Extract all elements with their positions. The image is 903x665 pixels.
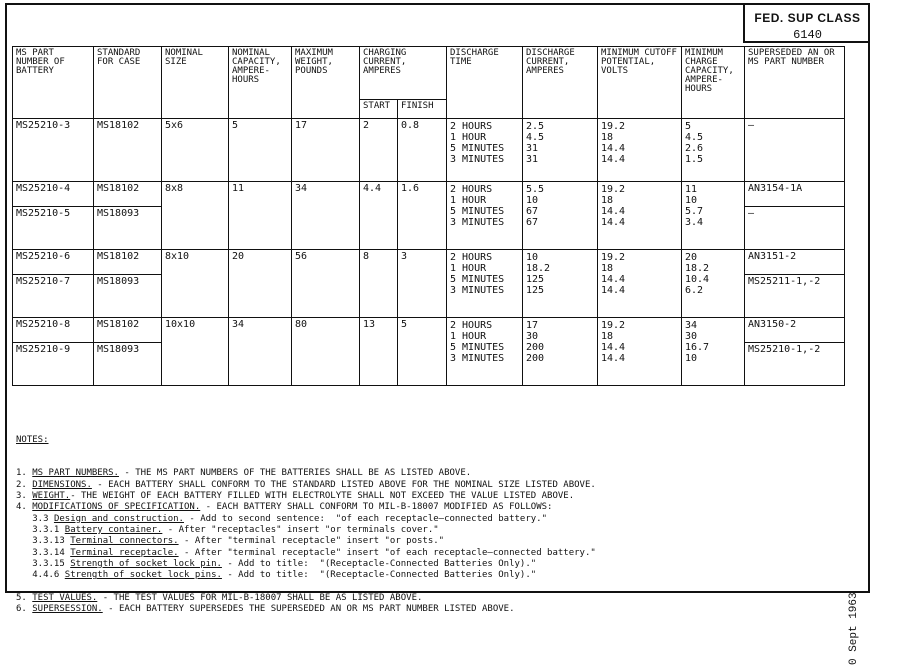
nominal-capacity-cell: 34 — [229, 318, 292, 386]
note-heading: MS PART NUMBERS. — [32, 468, 119, 479]
cell-value: 2 HOURS — [450, 184, 493, 195]
max-weight-cell: 34 — [292, 182, 360, 250]
note-text: - THE TEST VALUES FOR MIL-B-18007 SHALL BE AS LISTED ABOVE. — [97, 592, 423, 603]
note-text: - THE WEIGHT OF EACH BATTERY FILLED WITH ELECTROLYTE SHALL NOT EXCEED THE VALUE LISTED ABOVE. — [70, 491, 575, 502]
cell-value: 34 — [685, 320, 698, 331]
header-superseded: SUPERSEDED AN OR MS PART NUMBER — [745, 47, 845, 119]
discharge-current-cell — [523, 119, 598, 182]
max-weight-cell: 56 — [292, 250, 360, 318]
cell-value: 19.2 — [601, 320, 626, 331]
cell-value: 14.4 — [601, 285, 626, 296]
cell-value: 18 — [601, 132, 614, 143]
ms-part-cell: MS25210-9 — [13, 343, 94, 386]
note-line — [16, 570, 596, 581]
cell-value: 11 — [685, 184, 698, 195]
charge-start-cell: 2 — [360, 119, 398, 182]
standard-cell: MS18102 — [94, 318, 162, 343]
fed-supply-class-label: FED. SUP CLASS — [754, 11, 861, 25]
cell-value: 14.4 — [601, 206, 626, 217]
min-cutoff-cell — [598, 119, 682, 182]
cell-value: 30 — [685, 331, 698, 342]
note-number: 4.4.6 — [16, 570, 60, 581]
superseded-cell: AN3151-2 — [745, 250, 845, 275]
cell-value: 3 MINUTES — [450, 353, 505, 364]
table-row — [13, 318, 845, 343]
cell-value: 1.5 — [685, 154, 704, 165]
battery-spec-table — [12, 46, 845, 386]
charge-finish-cell: 1.6 — [398, 182, 447, 250]
nominal-size-cell: 5x6 — [162, 119, 229, 182]
cell-value: 14.4 — [601, 353, 626, 364]
superseded-cell: — — [745, 207, 845, 250]
charge-start-cell: 4.4 — [360, 182, 398, 250]
note-number: 3.3.1 — [16, 524, 60, 535]
cell-value: 5.7 — [685, 206, 704, 217]
note-text: - Add to second sentence: "of each receptacle—connected battery." — [183, 513, 548, 524]
notes-title: NOTES: — [16, 434, 49, 445]
cell-value: 14.4 — [601, 143, 626, 154]
standard-cell: MS18093 — [94, 343, 162, 386]
cell-value: 14.4 — [601, 154, 626, 165]
cell-value: 14.4 — [601, 217, 626, 228]
cell-value: 31 — [526, 143, 539, 154]
min-charge-cell — [682, 182, 745, 250]
note-text: - EACH BATTERY SHALL CONFORM TO MIL-B-18007 MODIFIED AS FOLLOWS: — [200, 502, 553, 513]
cell-value: 17 — [526, 320, 539, 331]
ms-part-cell: MS25210-8 — [13, 318, 94, 343]
note-line — [16, 604, 596, 615]
header-discharge-current: DISCHARGE CURRENT, AMPERES — [523, 47, 598, 119]
note-line — [16, 491, 596, 502]
cell-value: 18.2 — [685, 263, 710, 274]
note-line — [16, 480, 596, 491]
cell-value: 14.4 — [601, 342, 626, 353]
note-number: 4. — [16, 502, 27, 513]
discharge-time-cell — [447, 119, 523, 182]
note-heading: Terminal receptacle. — [70, 547, 179, 558]
cell-value: 16.7 — [685, 342, 710, 353]
note-heading: MODIFICATIONS OF SPECIFICATION. — [32, 502, 201, 513]
superseded-cell: AN3154-1A — [745, 182, 845, 207]
note-number: 2. — [16, 479, 27, 490]
header-min-cutoff: MINIMUM CUTOFF POTENTIAL, VOLTS — [598, 47, 682, 119]
cell-value: 20 — [685, 252, 698, 263]
superseded-cell: MS25211-1,-2 — [745, 275, 845, 318]
cell-value: 19.2 — [601, 121, 626, 132]
cell-value: 67 — [526, 206, 539, 217]
cell-value: 5 MINUTES — [450, 143, 505, 154]
fed-supply-class-code: 6140 — [793, 28, 822, 42]
nominal-capacity-cell: 5 — [229, 119, 292, 182]
note-number: 3.3.13 — [16, 536, 65, 547]
note-line — [16, 525, 596, 536]
min-charge-cell — [682, 250, 745, 318]
note-text: - After "terminal receptacle" insert "or posts." — [178, 536, 445, 547]
cell-value: 5 MINUTES — [450, 274, 505, 285]
note-text: - After "receptacles" insert "or terminals cover." — [162, 524, 439, 535]
note-number: 3.3.15 — [16, 558, 65, 569]
cell-value: 10.4 — [685, 274, 710, 285]
note-line — [16, 559, 596, 570]
ms-part-cell: MS25210-4 — [13, 182, 94, 207]
min-cutoff-cell — [598, 318, 682, 386]
note-heading: SUPERSESSION. — [32, 604, 103, 615]
note-line — [16, 468, 596, 479]
note-text: - EACH BATTERY SHALL CONFORM TO THE STANDARD LISTED ABOVE FOR THE NOMINAL SIZE LISTED ABOVE. — [91, 479, 596, 490]
charge-finish-cell: 0.8 — [398, 119, 447, 182]
cell-value: 2 HOURS — [450, 320, 493, 331]
cell-value: 1 HOUR — [450, 132, 487, 143]
header-max-weight: MAXIMUM WEIGHT, POUNDS — [292, 47, 360, 119]
cell-value: 18 — [601, 195, 614, 206]
note-line — [16, 514, 596, 525]
cell-value: 18 — [601, 263, 614, 274]
note-text: - Add to title: "(Receptacle-Connected Batteries Only)." — [221, 570, 537, 581]
charge-start-cell: 8 — [360, 250, 398, 318]
cell-value: 14.4 — [601, 274, 626, 285]
note-heading: Strength of socket lock pin. — [70, 558, 222, 569]
note-number: 3.3 — [16, 513, 49, 524]
cell-value: 5 MINUTES — [450, 342, 505, 353]
standard-cell: MS18093 — [94, 275, 162, 318]
side-date: 0 Sept 1963 — [848, 592, 860, 665]
max-weight-cell: 17 — [292, 119, 360, 182]
ms-part-cell: MS25210-7 — [13, 275, 94, 318]
note-number: 3. — [16, 491, 27, 502]
cell-value: 125 — [526, 274, 545, 285]
note-text: - After "terminal receptacle" insert "of each receptacle—connected battery." — [178, 547, 596, 558]
discharge-current-cell — [523, 182, 598, 250]
standard-cell: MS18102 — [94, 250, 162, 275]
header-charging: CHARGING CURRENT, AMPERES — [360, 47, 447, 100]
note-heading: TEST VALUES. — [32, 592, 98, 603]
cell-value: 6.2 — [685, 285, 704, 296]
note-number: 3.3.14 — [16, 547, 65, 558]
standard-cell: MS18093 — [94, 207, 162, 250]
min-charge-cell — [682, 318, 745, 386]
cell-value: 3 MINUTES — [450, 285, 505, 296]
cell-value: 200 — [526, 342, 545, 353]
note-number: 6. — [16, 604, 27, 615]
standard-cell: MS18102 — [94, 119, 162, 182]
note-line — [16, 548, 596, 559]
cell-value: 3 MINUTES — [450, 154, 505, 165]
note-text: - Add to title: "(Receptacle-Connected Batteries Only)." — [221, 558, 537, 569]
standard-cell: MS18102 — [94, 182, 162, 207]
table-row — [13, 182, 845, 207]
note-text: - EACH BATTERY SUPERSEDES THE SUPERSEDED AN OR MS PART NUMBER LISTED ABOVE. — [102, 604, 515, 615]
header-discharge-time: DISCHARGE TIME — [447, 47, 523, 119]
note-line — [16, 536, 596, 547]
note-heading: Terminal connectors. — [70, 536, 179, 547]
cell-value: 1 HOUR — [450, 195, 487, 206]
cell-value: 19.2 — [601, 252, 626, 263]
superseded-cell: — — [745, 119, 845, 182]
note-line — [16, 593, 596, 604]
note-line — [16, 581, 596, 592]
nominal-size-cell: 8x8 — [162, 182, 229, 250]
header-min-charge: MINIMUM CHARGE CAPACITY, AMPERE- HOURS — [682, 47, 745, 119]
cell-value: 5 — [685, 121, 692, 132]
discharge-current-cell — [523, 250, 598, 318]
superseded-cell: MS25210-1,-2 — [745, 343, 845, 386]
cell-value: 10 — [526, 195, 539, 206]
cell-value: 2.5 — [526, 121, 545, 132]
cell-value: 200 — [526, 353, 545, 364]
nominal-size-cell: 8x10 — [162, 250, 229, 318]
note-heading: Design and construction. — [53, 513, 184, 524]
min-cutoff-cell — [598, 250, 682, 318]
cell-value: 10 — [685, 195, 698, 206]
cell-value: 3.4 — [685, 217, 704, 228]
cell-value: 1 HOUR — [450, 263, 487, 274]
max-weight-cell: 80 — [292, 318, 360, 386]
cell-value: 3 MINUTES — [450, 217, 505, 228]
min-charge-cell — [682, 119, 745, 182]
table-row — [13, 119, 845, 182]
cell-value: 18.2 — [526, 263, 551, 274]
nominal-size-cell: 10x10 — [162, 318, 229, 386]
discharge-time-cell — [447, 318, 523, 386]
note-number: 5. — [16, 592, 27, 603]
cell-value: 2 HOURS — [450, 252, 493, 263]
note-heading: Battery container. — [64, 524, 163, 535]
cell-value: 125 — [526, 285, 545, 296]
discharge-time-cell — [447, 182, 523, 250]
header-nominal-size: NOMINAL SIZE — [162, 47, 229, 119]
cell-value: 67 — [526, 217, 539, 228]
cell-value: 10 — [685, 353, 698, 364]
note-line — [16, 502, 596, 513]
spec-sheet — [5, 3, 870, 665]
cell-value: 5.5 — [526, 184, 545, 195]
header-standard: STANDARD FOR CASE — [94, 47, 162, 119]
cell-value: 1 HOUR — [450, 331, 487, 342]
note-heading: DIMENSIONS. — [32, 479, 92, 490]
charge-start-cell: 13 — [360, 318, 398, 386]
cell-value: 2 HOURS — [450, 121, 493, 132]
cell-value: 4.5 — [526, 132, 545, 143]
note-text: - THE MS PART NUMBERS OF THE BATTERIES SHALL BE AS LISTED ABOVE. — [118, 468, 472, 479]
header-row — [13, 47, 845, 100]
nominal-capacity-cell: 11 — [229, 182, 292, 250]
notes-block — [16, 412, 596, 638]
note-number: 1. — [16, 468, 27, 479]
header-nominal-capacity: NOMINAL CAPACITY, AMPERE- HOURS — [229, 47, 292, 119]
ms-part-cell: MS25210-3 — [13, 119, 94, 182]
min-cutoff-cell — [598, 182, 682, 250]
note-heading: Strength of socket lock pins. — [64, 570, 222, 581]
table-row — [13, 250, 845, 275]
cell-value: 18 — [601, 331, 614, 342]
discharge-current-cell — [523, 318, 598, 386]
charge-finish-cell: 3 — [398, 250, 447, 318]
fed-supply-class-box — [743, 5, 870, 43]
header-start: START — [360, 100, 398, 119]
charge-finish-cell: 5 — [398, 318, 447, 386]
note-heading: WEIGHT. — [32, 491, 71, 502]
ms-part-cell: MS25210-5 — [13, 207, 94, 250]
cell-value: 5 MINUTES — [450, 206, 505, 217]
header-ms-part: MS PART NUMBER OF BATTERY — [13, 47, 94, 119]
nominal-capacity-cell: 20 — [229, 250, 292, 318]
cell-value: 19.2 — [601, 184, 626, 195]
cell-value: 31 — [526, 154, 539, 165]
ms-part-cell: MS25210-6 — [13, 250, 94, 275]
discharge-time-cell — [447, 250, 523, 318]
cell-value: 2.6 — [685, 143, 704, 154]
cell-value: 4.5 — [685, 132, 704, 143]
superseded-cell: AN3150-2 — [745, 318, 845, 343]
cell-value: 30 — [526, 331, 539, 342]
header-finish: FINISH — [398, 100, 447, 119]
cell-value: 10 — [526, 252, 539, 263]
